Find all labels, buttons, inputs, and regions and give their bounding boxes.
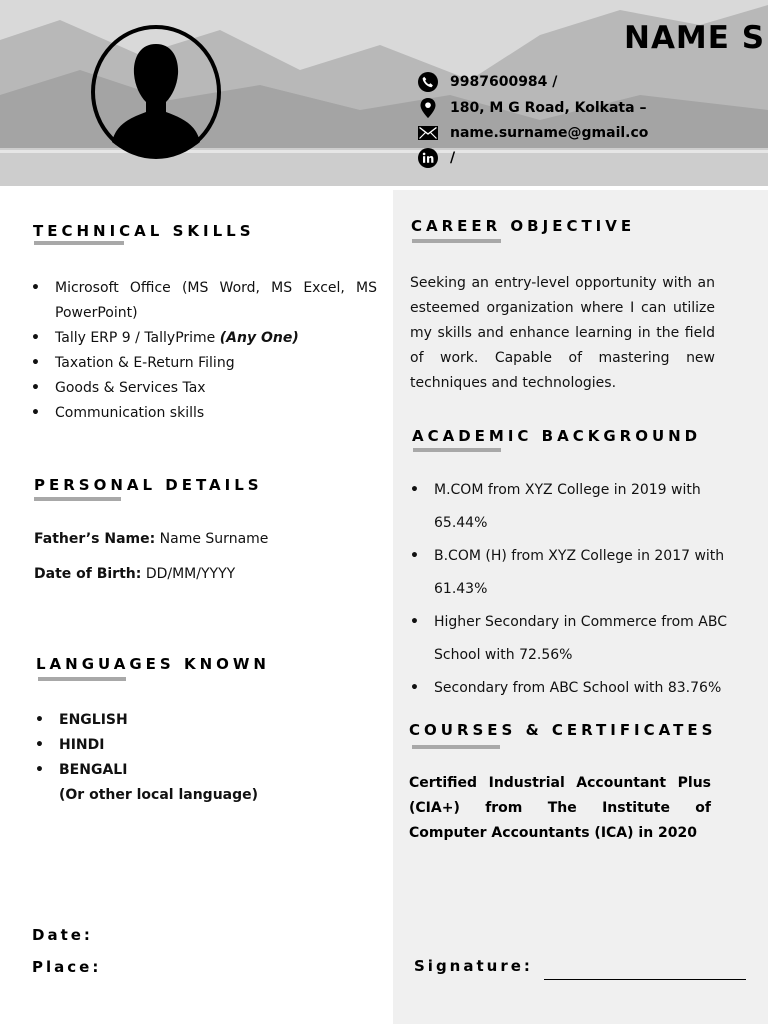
academic-underline [413,448,501,452]
phone-text: 9987600984 / [450,74,558,90]
career-objective-heading: CAREER OBJECTIVE [411,217,636,235]
technical-skills-list [31,276,377,426]
list-item: • HINDI [35,733,335,758]
place-label: Place: [32,958,102,976]
list-item: • BENGALI [35,758,335,783]
phone-icon [418,72,438,92]
academic-heading: ACADEMIC BACKGROUND [412,427,702,445]
languages-underline [38,677,126,681]
list-item: • Tally ERP 9 / TallyPrime (Any One) [31,326,377,351]
certificate-text: Certified Industrial Accountant Plus (CIA+) from The Institute of Computer Accountants (ICA) in 2020 [409,775,711,841]
candidate-name: NAME S [624,20,766,56]
list-item: • Communication skills [31,401,377,426]
contact-phone [418,71,557,93]
dob-label: Date of Birth: [34,566,142,582]
list-item: • M.COM from XYZ College in 2019 with 65.44% [410,474,728,540]
tally-note: (Any One) [219,330,299,346]
list-item: • Secondary from ABC School with 83.76% [410,672,728,705]
father-name-label: Father’s Name: [34,531,156,547]
technical-skills-heading: TECHNICAL SKILLS [33,222,255,240]
list-item: • B.COM (H) from XYZ College in 2017 with 61.43% [410,540,728,606]
father-name-row [34,531,268,547]
academic-list [410,474,728,705]
contact-email [418,122,648,144]
envelope-icon [418,123,438,143]
languages-heading: LANGUAGES KNOWN [36,655,270,673]
header-banner [0,0,768,186]
career-objective-underline [412,239,501,243]
courses-heading: COURSES & CERTIFICATES [409,721,717,739]
email-text[interactable]: name.surname@gmail.co [450,125,649,141]
contact-linkedin [418,147,455,169]
list-item: • Taxation & E-Return Filing [31,351,377,376]
father-name-value: Name Surname [159,531,269,547]
list-item: • Microsoft Office (MS Word, MS Excel, MS PowerPoint) [31,276,377,326]
contact-address [418,97,646,119]
linkedin-text[interactable]: / [450,150,456,166]
personal-details-heading: PERSONAL DETAILS [34,476,263,494]
languages-list [35,708,335,808]
dob-value: DD/MM/YYYY [145,566,236,582]
language-note: (Or other local language) [59,787,259,803]
career-objective-text: Seeking an entry-level opportunity with an esteemed organization where I can utilize my skills and enhance learning in the field of work. Capable of mastering new techniques and technologies. [410,275,715,391]
avatar-icon [90,24,222,160]
list-item: • Higher Secondary in Commerce from ABC School with 72.56% [410,606,728,672]
personal-details-underline [34,497,121,501]
signature-line [544,979,746,980]
location-pin-icon [418,98,438,118]
date-label: Date: [32,926,93,944]
courses-underline [412,745,500,749]
signature-label: Signature: [414,957,533,975]
technical-skills-underline [34,241,124,245]
linkedin-icon [418,148,438,168]
list-item: • ENGLISH [35,708,335,733]
list-item: • Goods & Services Tax [31,376,377,401]
address-text: 180, M G Road, Kolkata – [450,100,647,116]
dob-row [34,566,235,582]
